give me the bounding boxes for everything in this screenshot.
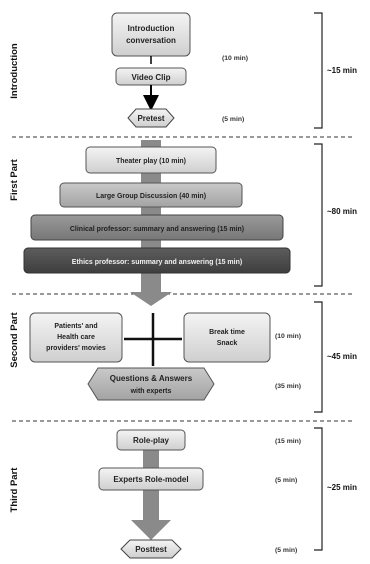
experts-role-model-label: Experts Role-model (113, 475, 189, 484)
ethics-professor-label: Ethics professor: summary and answering (15 min) (71, 259, 243, 266)
break-line2: Snack (216, 340, 238, 347)
duration-posttest: (5 min) (275, 547, 298, 554)
role-play-label: Role-play (132, 436, 170, 445)
qa-line1: Questions & Answers (109, 374, 193, 383)
large-group-label: Large Group Discussion (40 min) (95, 193, 207, 200)
bracket-first (314, 144, 322, 286)
intro-line2: conversation (126, 36, 176, 45)
total-third: ~25 min (327, 483, 358, 492)
clinical-professor-label: Clinical professor: summary and answering (15 min) (69, 226, 245, 233)
section-label-third: Third Part (9, 467, 20, 513)
duration-pretest: (5 min) (222, 116, 245, 123)
theater-play-label: Theater play (10 min) (115, 158, 187, 165)
total-intro: ~15 min (327, 66, 358, 75)
bracket-third (314, 428, 322, 550)
pretest-label: Pretest (137, 114, 165, 123)
qa-box (88, 368, 214, 400)
movies-line2: Health care (57, 334, 95, 341)
intro-conversation-box (112, 13, 190, 56)
section-label-intro: Introduction (9, 43, 20, 99)
duration-roleplay: (15 min) (275, 438, 302, 445)
break-time-box (184, 313, 270, 362)
movies-line3: providers' movies (46, 345, 106, 352)
bracket-second (314, 302, 322, 412)
section-label-second: Second Part (9, 312, 20, 368)
section-label-first: First Part (9, 159, 20, 201)
total-second: ~45 min (327, 352, 358, 361)
duration-break: (10 min) (275, 333, 302, 340)
total-first: ~80 min (327, 207, 358, 216)
third-part-flow-arrow (131, 447, 171, 540)
video-clip-label: Video Clip (131, 73, 171, 82)
duration-intro: (10 min) (222, 55, 249, 62)
movies-line1: Patients' and (54, 323, 98, 330)
intro-line1: Introduction (127, 24, 175, 33)
bracket-intro (314, 13, 322, 128)
duration-experts: (5 min) (275, 477, 298, 484)
posttest-label: Posttest (135, 545, 167, 554)
duration-qa: (35 min) (275, 383, 302, 390)
break-line1: Break time (209, 329, 245, 336)
qa-line2: with experts (130, 388, 172, 395)
